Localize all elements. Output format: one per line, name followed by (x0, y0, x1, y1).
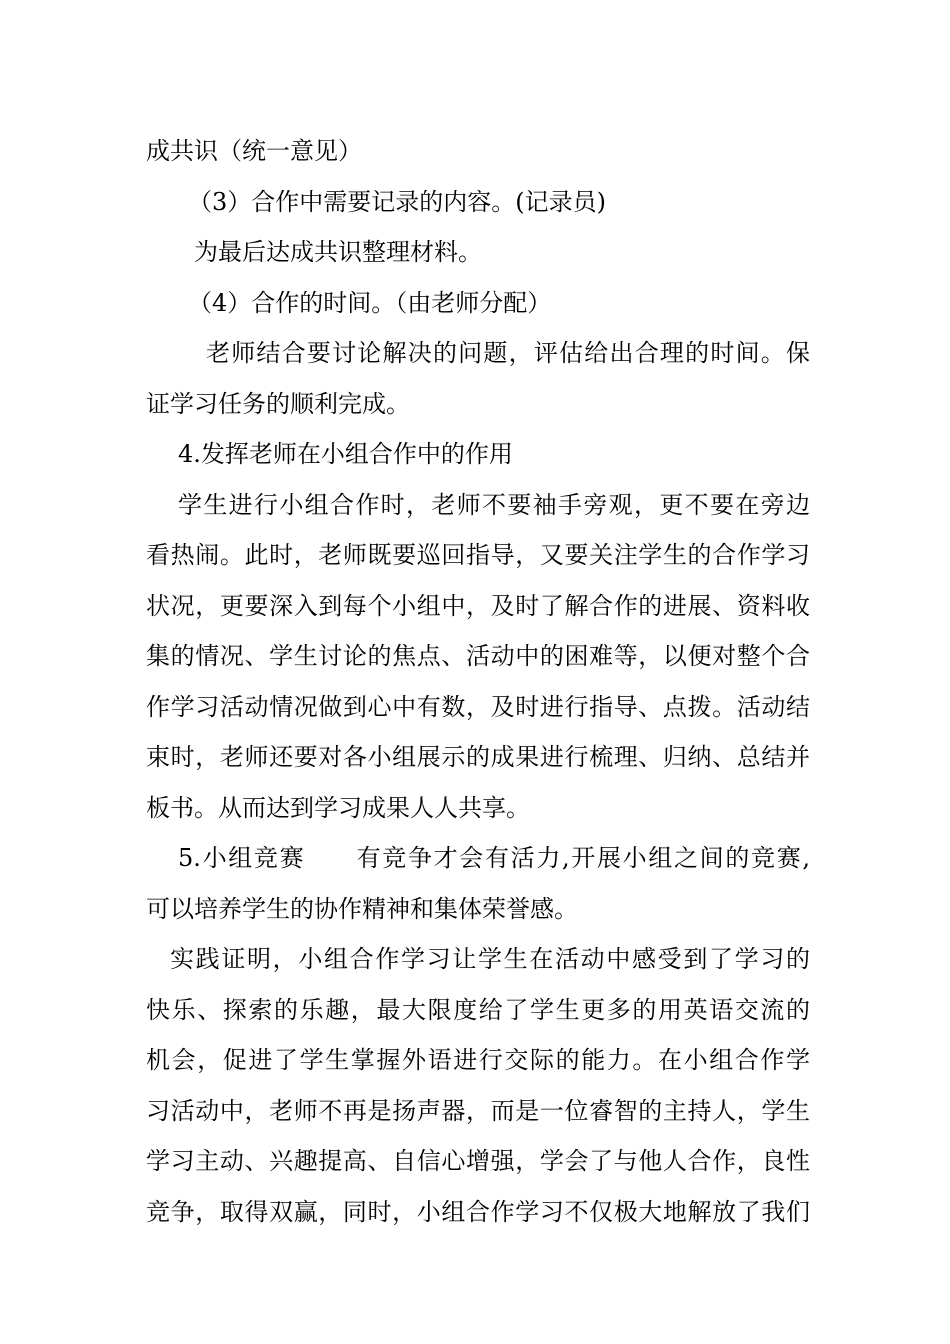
text-line: 习活动中，老师不再是扬声器，而是一位睿智的主持人，学生 (146, 1096, 810, 1125)
text-line: 成共识（统一意见） (146, 137, 362, 165)
text-line: 可以培养学生的协作精神和集体荣誉感。 (146, 894, 578, 923)
text-line: 证学习任务的顺利完成。 (146, 389, 410, 418)
text-line: 学生进行小组合作时，老师不要袖手旁观，更不要在旁边 (178, 490, 810, 519)
text-line: 状况，更要深入到每个小组中，及时了解合作的进展、资料收 (146, 591, 810, 620)
text-line: 实践证明，小组合作学习让学生在活动中感受到了学习的 (170, 945, 810, 973)
text-line: （4）合作的时间。（由老师分配） (188, 288, 552, 317)
text-line: 竞争，取得双赢，同时，小组合作学习不仅极大地解放了我们 (146, 1197, 810, 1226)
text-line: 作学习活动情况做到心中有数，及时进行指导、点拨。活动结 (146, 692, 810, 721)
text-line: 快乐、探索的乐趣，最大限度给了学生更多的用英语交流的 (146, 995, 810, 1024)
text-line: 为最后达成共识整理材料。 (194, 238, 482, 266)
text-line: 4.发挥老师在小组合作中的作用 (178, 440, 513, 468)
text-line: 机会，促进了学生掌握外语进行交际的能力。在小组合作学 (146, 1046, 810, 1074)
text-line: 板书。从而达到学习成果人人共享。 (146, 793, 530, 822)
text-line: 5.小组竞赛 有竞争才会有活力,开展小组之间的竞赛, (178, 844, 810, 872)
text-line: 看热闹。此时，老师既要巡回指导，又要关注学生的合作学习 (146, 541, 810, 569)
text-line: 老师结合要讨论解决的问题，评估给出合理的时间。保 (206, 339, 810, 367)
text-line: 集的情况、学生讨论的焦点、活动中的困难等，以便对整个合 (146, 642, 810, 670)
text-line: （3）合作中需要记录的内容。(记录员) (188, 187, 606, 216)
text-line: 束时，老师还要对各小组展示的成果进行梳理、归纳、总结并 (146, 743, 810, 771)
text-line: 学习主动、兴趣提高、自信心增强，学会了与他人合作，良性 (146, 1147, 810, 1175)
document-body (146, 126, 810, 1237)
